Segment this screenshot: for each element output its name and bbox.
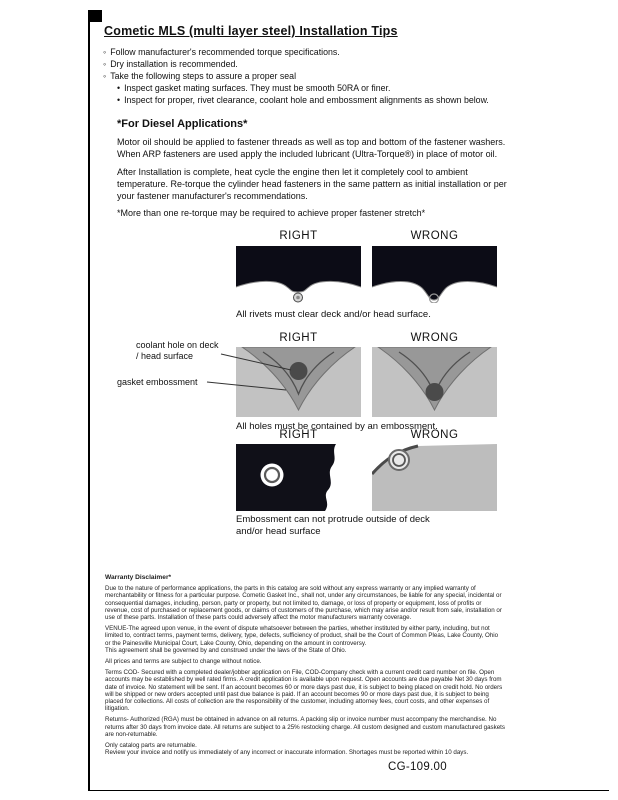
tip-item: ◦ Dry installation is recommended. bbox=[103, 58, 523, 70]
sub-tip-item: • Inspect for proper, rivet clearance, coolant hole and embossment alignments as shown below. bbox=[117, 94, 523, 106]
rivet-right-illustration bbox=[236, 246, 361, 303]
wrong-column-label: WRONG bbox=[410, 332, 459, 344]
warranty-paragraph: This agreement shall be governed by and construed under the laws of the State of Ohio. bbox=[105, 646, 347, 654]
diesel-paragraph: Motor oil should be applied to fastener threads as well as top and bottom of the fastener washers. When ARP fasteners are used apply the included lubricant (Ultra-Torque®) in place of motor oil. bbox=[117, 137, 506, 159]
warranty-paragraph: Only catalog parts are returnable. bbox=[105, 742, 197, 750]
rivet-right-diagram bbox=[236, 246, 361, 303]
protrusion-right-diagram bbox=[236, 444, 361, 511]
retorque-note: *More than one re-torque may be required to achieve proper fastener stretch* bbox=[117, 208, 426, 218]
embossment-caption: All holes must be contained by an embossment. bbox=[236, 421, 438, 432]
rivet-wrong-diagram bbox=[372, 246, 497, 303]
page-bottom-border bbox=[88, 790, 609, 791]
wrong-column-label: WRONG bbox=[410, 230, 459, 242]
page-corner-mark bbox=[88, 10, 102, 22]
warranty-paragraph: Due to the nature of performance applications, the parts in this catalog are sold without any express warranty or any implied warranty of merchantability or fitness for a particular purpose. Cometic Gasket Inc., shall not, under any circumstances, be liable for any special, incidental or consequential damages, including, person, party or property, but not limited to, damage, or loss of property or equipment, loss of profits or revenue, cost of purchased or replacement goods, or claims of customers of the purchase, which may arise and/or result from sale, installation or use of these parts. Installation of these parts could adversely affect the motor manufacturers warranty coverage. bbox=[105, 585, 502, 622]
tip-item: ◦ Take the following steps to assure a proper seal bbox=[103, 70, 523, 82]
page-title: Cometic MLS (multi layer steel) Installation Tips bbox=[104, 24, 398, 38]
right-column-label: RIGHT bbox=[279, 230, 318, 242]
embossment-wrong-diagram bbox=[372, 347, 497, 417]
rivet-wrong-illustration bbox=[372, 246, 497, 303]
warranty-paragraph: VENUE-The agreed upon venue, in the event of dispute whatsoever between the parties, whether instituted by either party, including, but not limited to, contract terms, payment terms, delivery, type, defects, sufficiency of product, shall be the Court of Common Pleas, Lake County, Ohio or the Painesville Municipal Court, Lake County, Ohio, depending on the amount in controversy. bbox=[105, 625, 499, 647]
right-column-label: RIGHT bbox=[279, 429, 318, 441]
gasket-embossment-label: gasket embossment bbox=[117, 377, 198, 387]
embossment-right-illustration bbox=[236, 347, 361, 417]
protrusion-caption: Embossment can not protrude outside of deck and/or head surface bbox=[236, 514, 430, 537]
embossment-right-diagram bbox=[236, 347, 361, 417]
warranty-paragraph: Review your invoice and notify us immediately of any incorrect or inaccurate information. Shortages must be reported within 10 days. bbox=[105, 749, 469, 757]
warranty-paragraph: Returns- Authorized (RGA) must be obtained in advance on all returns. A packing slip or invoice number must accompany the merchandise. No returns after 30 days from invoice date. All returns are subject to a 25% restocking charge. All custom designed and custom manufactured gaskets are non-returnable. bbox=[105, 716, 505, 738]
warranty-paragraph: All prices and terms are subject to change without notice. bbox=[105, 658, 262, 666]
coolant-hole bbox=[290, 362, 308, 380]
diesel-applications-heading: *For Diesel Applications* bbox=[117, 118, 248, 130]
tips-list bbox=[103, 46, 523, 106]
rivet-caption: All rivets must clear deck and/or head surface. bbox=[236, 309, 431, 320]
page-code: CG-109.00 bbox=[388, 761, 447, 773]
wrong-column-label: WRONG bbox=[410, 429, 459, 441]
embossment-ring bbox=[389, 450, 409, 470]
page-left-border bbox=[88, 10, 90, 791]
embossment-wrong-illustration bbox=[372, 347, 497, 417]
warranty-paragraph: Terms COD- Secured with a completed dealer/jobber application on File, COD-Company check with a current credit card number on file. Open accounts may be established by well rated firms. A credit application is available upon request. Open accounts are due payable Net 30 days from date of invoice. No statement will be sent. If an account becomes 60 or more days past due, it is subject to being placed on credit hold. No orders will be shipped or new orders accepted until past due balance is paid. If an account becomes 90 or more days past due, it is subject to being placed for collections. All costs of collection are the responsibility of the customer, including attorney fees, court costs, and other expenses of litigation. bbox=[105, 669, 503, 713]
coolant-hole-label: coolant hole on deck / head surface bbox=[136, 340, 219, 361]
warranty-section bbox=[105, 574, 505, 760]
protrusion-wrong-illustration bbox=[372, 444, 497, 511]
diesel-paragraph: After Installation is complete, heat cycle the engine then let it completely cool to ambient temperature. Re-torque the cylinder head fasteners in the same pattern as initial installation or per your fastener manufacturer's recommendations. bbox=[117, 167, 507, 201]
warranty-heading: Warranty Disclaimer* bbox=[105, 574, 172, 581]
sub-tip-item: • Inspect gasket mating surfaces. They must be smooth 50RA or finer. bbox=[117, 82, 523, 94]
protrusion-wrong-diagram bbox=[372, 444, 497, 511]
coolant-hole bbox=[426, 383, 444, 401]
tip-item: ◦ Follow manufacturer's recommended torque specifications. bbox=[103, 46, 523, 58]
right-column-label: RIGHT bbox=[279, 332, 318, 344]
protrusion-right-illustration bbox=[236, 444, 361, 511]
